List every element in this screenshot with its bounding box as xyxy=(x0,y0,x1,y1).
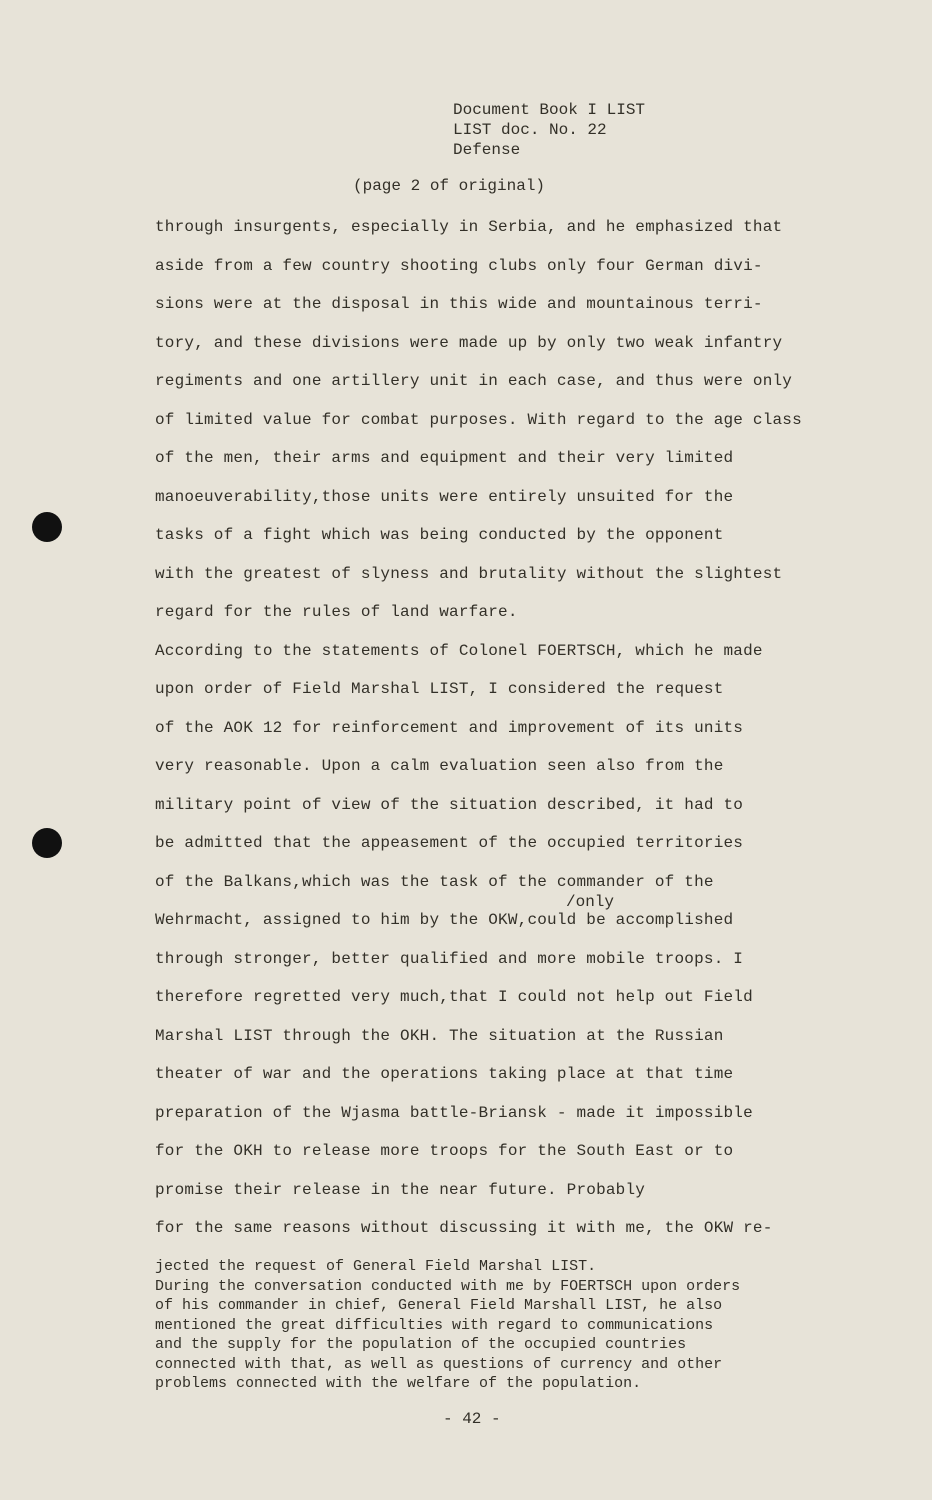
text-line: very reasonable. Upon a calm evaluation seen also from the xyxy=(155,757,724,775)
text-line: jected the request of General Field Marshal LIST. xyxy=(155,1258,597,1275)
text-line: with the greatest of slyness and brutality without the slightest xyxy=(155,565,783,583)
text-line: for the OKH to release more troops for the South East or to xyxy=(155,1142,734,1160)
final-paragraph xyxy=(155,1257,740,1394)
text-line: According to the statements of Colonel FOERTSCH, which he made xyxy=(155,642,763,660)
text-line: tasks of a fight which was being conducted by the opponent xyxy=(155,526,724,544)
text-line: of the AOK 12 for reinforcement and improvement of its units xyxy=(155,719,744,737)
text-line: regard for the rules of land warfare. xyxy=(155,603,518,621)
text-line: through insurgents, especially in Serbia, and he emphasized that xyxy=(155,218,783,236)
punch-hole xyxy=(32,512,62,542)
text-line: regiments and one artillery unit in each case, and thus were only xyxy=(155,372,793,390)
text-line: preparation of the Wjasma battle-Briansk - made it impossible xyxy=(155,1104,753,1122)
text-line: tory, and these divisions were made up by only two weak infantry xyxy=(155,334,783,352)
page-note: (page 2 of original) xyxy=(353,177,546,195)
text-line: Marshal LIST through the OKH. The situation at the Russian xyxy=(155,1027,724,1045)
text-line: promise their release in the near future. Probably xyxy=(155,1181,646,1199)
header-line: Document Book I LIST xyxy=(453,101,646,119)
text-line: of his commander in chief, General Field Marshall LIST, he also xyxy=(155,1297,723,1314)
text-line: upon order of Field Marshal LIST, I considered the request xyxy=(155,680,724,698)
text-line: and the supply for the population of the occupied countries xyxy=(155,1336,687,1353)
text-line: for the same reasons without discussing it with me, the OKW re- xyxy=(155,1219,773,1237)
header-line: Defense xyxy=(453,141,521,159)
text-line: During the conversation conducted with me by FOERTSCH upon orders xyxy=(155,1277,741,1295)
text-line: aside from a few country shooting clubs only four German divi- xyxy=(155,257,763,275)
text-line: of the Balkans,which was the task of the commander of the xyxy=(155,873,714,891)
text-line: mentioned the great difficulties with regard to communications xyxy=(155,1316,714,1334)
text-line: theater of war and the operations taking place at that time xyxy=(155,1065,734,1083)
header-line: LIST doc. No. 22 xyxy=(453,121,607,139)
page-number: - 42 - xyxy=(443,1410,501,1428)
text-line: manoeuverability,those units were entirely unsuited for the xyxy=(155,488,734,506)
text-line: sions were at the disposal in this wide and mountainous terri- xyxy=(155,295,763,313)
text-line: military point of view of the situation described, it had to xyxy=(155,796,744,814)
text-line: be admitted that the appeasement of the occupied territories xyxy=(155,834,744,852)
handwritten-insertion: /only xyxy=(566,893,615,911)
text-line: of limited value for combat purposes. With regard to the age class xyxy=(155,411,802,429)
text-line: of the men, their arms and equipment and their very limited xyxy=(155,449,734,467)
document-header xyxy=(453,100,645,160)
text-line: problems connected with the welfare of the population. xyxy=(155,1375,642,1392)
punch-hole xyxy=(32,828,62,858)
text-line: connected with that, as well as questions of currency and other xyxy=(155,1355,723,1373)
text-line: therefore regretted very much,that I could not help out Field xyxy=(155,988,753,1006)
text-line: Wehrmacht, assigned to him by the OKW,could be accomplished xyxy=(155,911,734,929)
text-line: through stronger, better qualified and more mobile troops. I xyxy=(155,950,744,968)
